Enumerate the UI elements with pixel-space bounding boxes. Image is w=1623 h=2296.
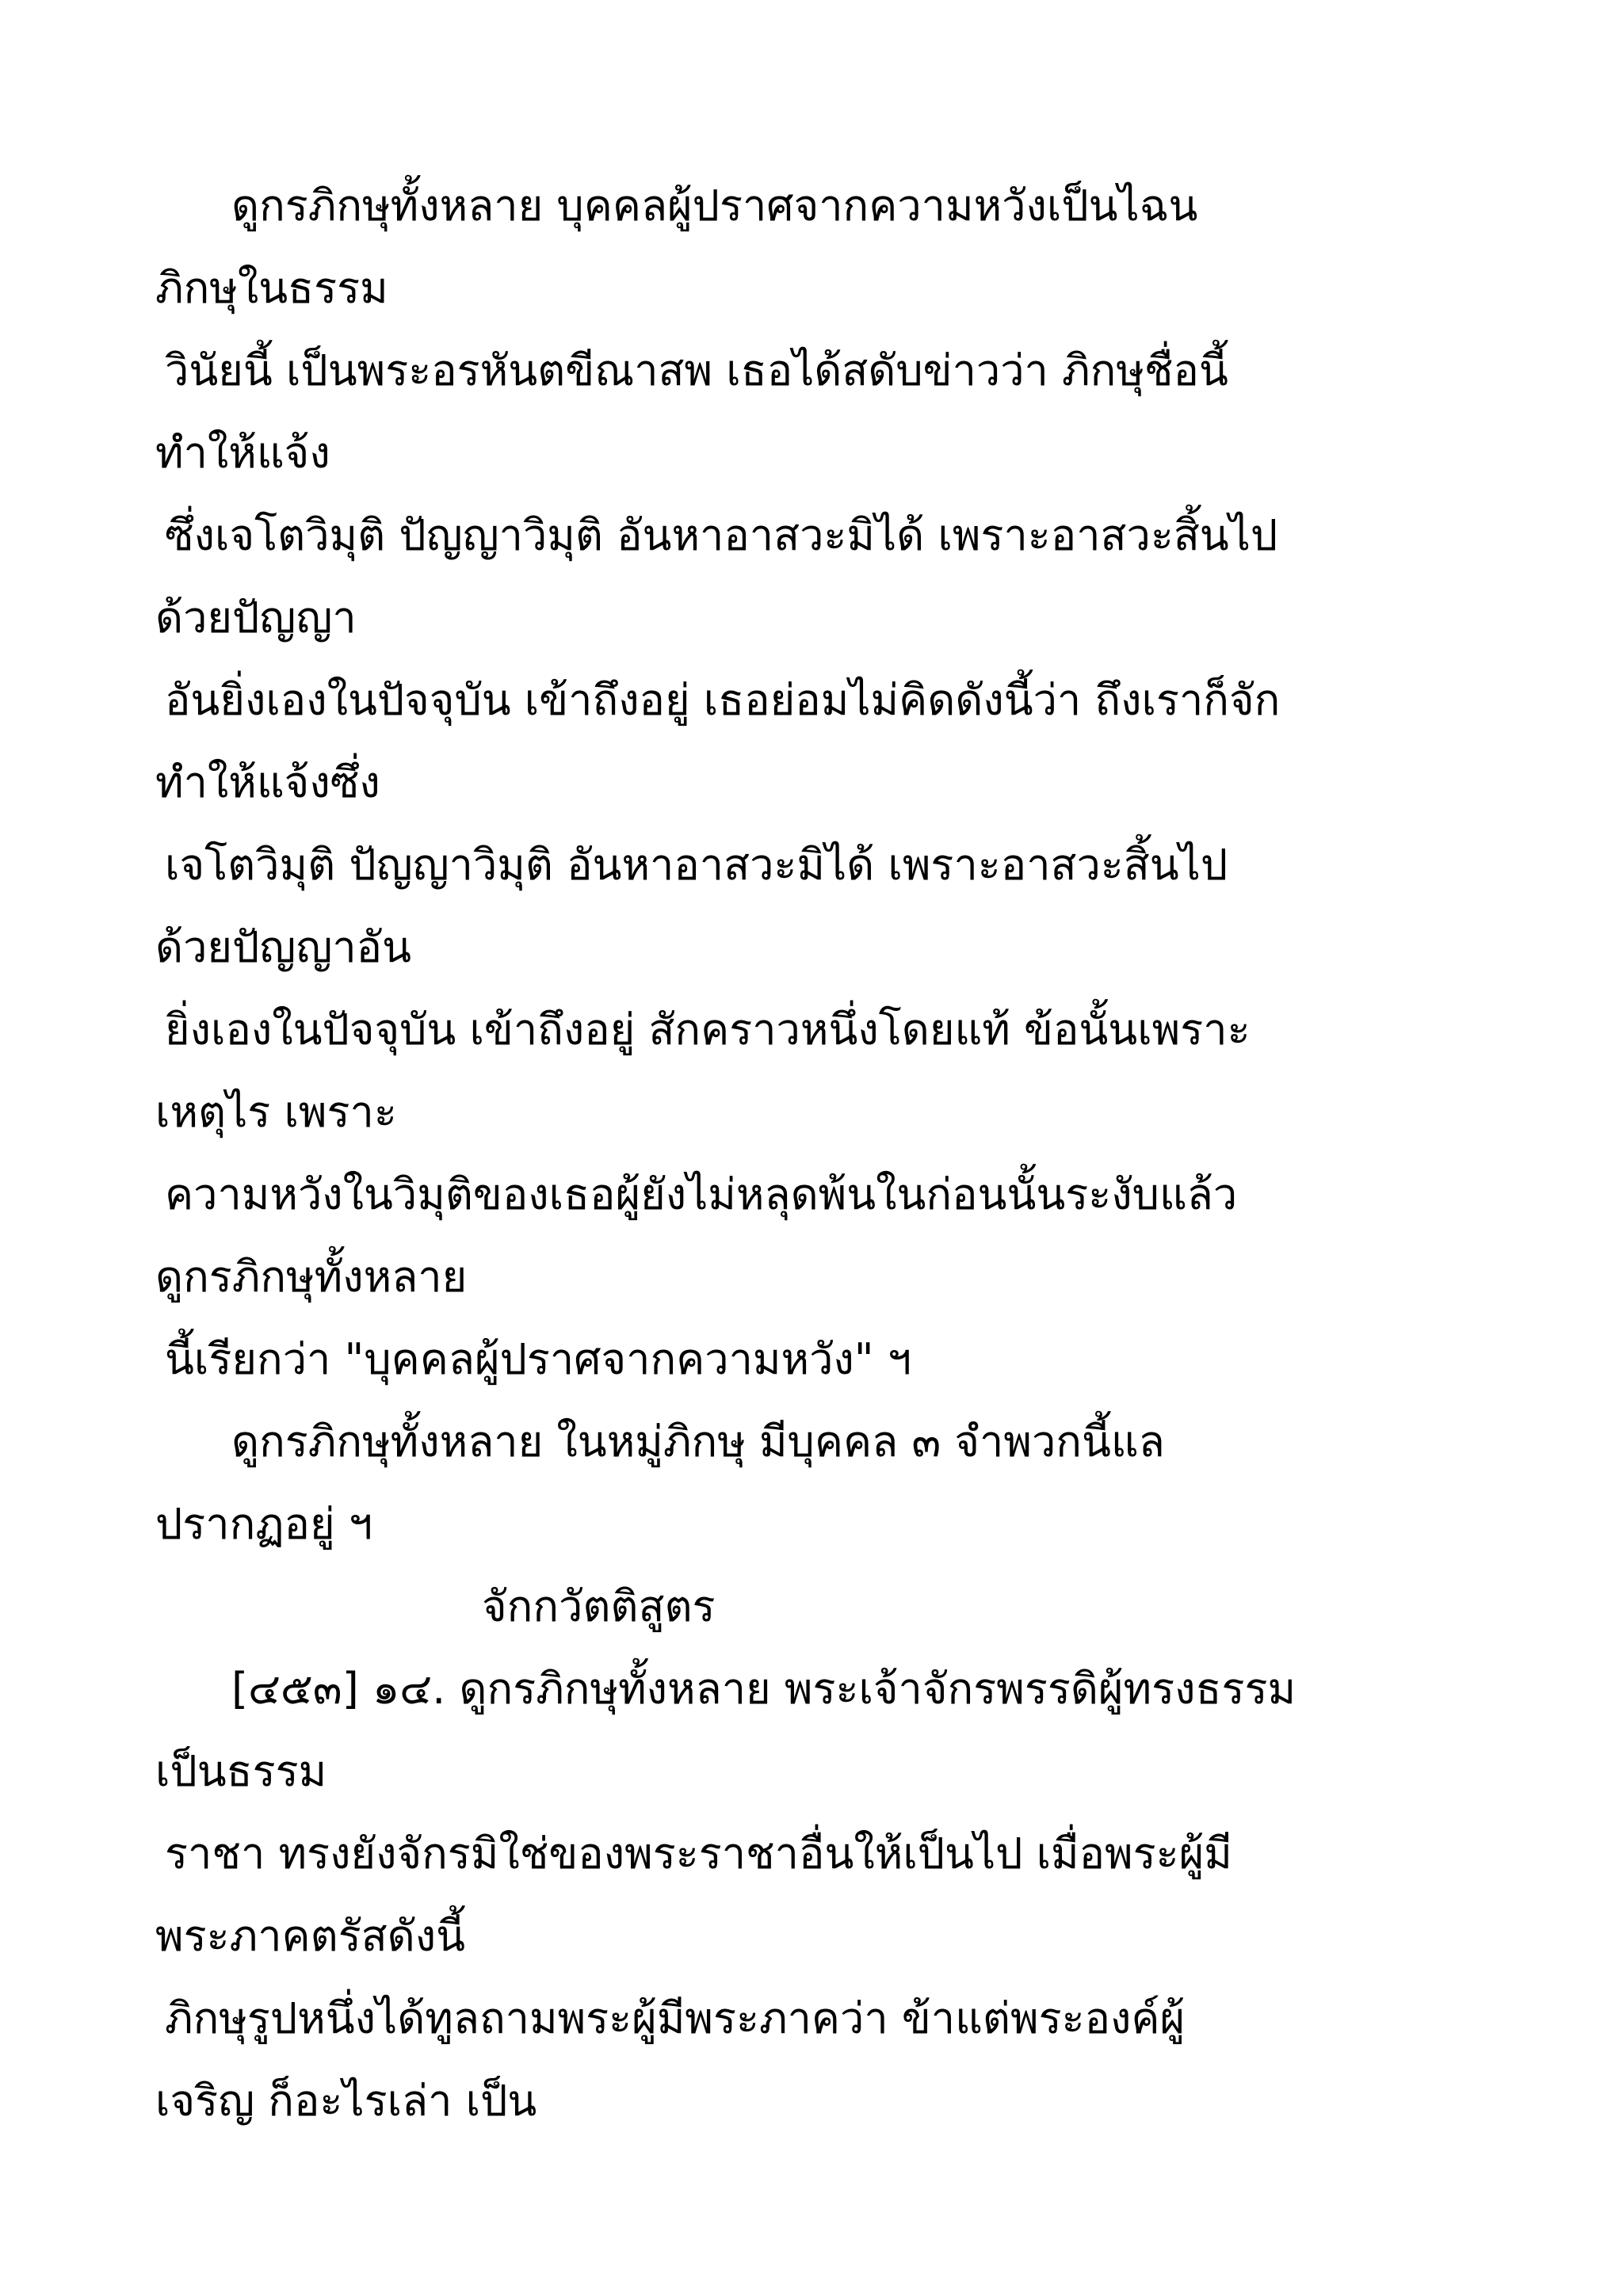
text-line: อันยิ่งเองในปัจจุบัน เข้าถึงอยู่ เธอย่อมไม่คิดดังนี้ว่า ถึงเราก็จัก <box>165 675 1281 725</box>
text-line: ภิกษุในธรรม <box>155 263 388 313</box>
text-line: วินัยนี้ เป็นพระอรหันตขีณาสพ เธอได้สดับข่าวว่า ภิกษุชื่อนี้ <box>165 345 1228 395</box>
document-text <box>155 165 1503 2142</box>
text-line: ภิกษุรูปหนึ่งได้ทูลถามพระผู้มีพระภาคว่า ข้าแต่พระองค์ผู้ <box>165 1993 1186 2043</box>
text-line: ด้วยปัญญา <box>155 593 357 643</box>
text-line: ดูกรภิกษุทั้งหลาย ในหมู่ภิกษุ มีบุคคล ๓ จำพวกนี้แล <box>231 1417 1165 1466</box>
text-line: เป็นธรรม <box>155 1746 327 1796</box>
text-line: ปรากฏอยู่ ฯ <box>155 1499 373 1549</box>
text-line: นี้เรียกว่า "บุคคลผู้ปราศจากความหวัง" ฯ <box>165 1334 912 1384</box>
text-line: [๔๕๓] ๑๔. ดูกรภิกษุทั้งหลาย พระเจ้าจักรพรรดิผู้ทรงธรรม <box>231 1664 1296 1714</box>
text-line: ด้วยปัญญาอัน <box>155 922 411 972</box>
text-line: ยิ่งเองในปัจจุบัน เข้าถึงอยู่ สักคราวหนึ่งโดยแท้ ข้อนั้นเพราะ <box>165 1005 1251 1055</box>
text-line: ทำให้แจ้งซึ่ง <box>155 757 380 807</box>
text-line: เจโตวิมุติ ปัญญาวิมุติ อันหาอาสวะมิได้ เพราะอาสวะสิ้นไป <box>165 840 1228 890</box>
text-line: ราชา ทรงยังจักรมิใช่ของพระราชาอื่นให้เป็นไป เมื่อพระผู้มี <box>165 1829 1232 1878</box>
text-line: เจริญ ก็อะไรเล่า เป็น <box>155 2076 537 2126</box>
text-line: ความหวังในวิมุติของเธอผู้ยังไม่หลุดพ้นในก่อนนั้นระงับแล้ว <box>165 1169 1238 1219</box>
text-line: ดูกรภิกษุทั้งหลาย บุคคลผู้ปราศจากความหวังเป็นไฉน <box>231 181 1198 231</box>
text-line: ซึ่งเจโตวิมุติ ปัญญาวิมุติ อันหาอาสวะมิได้ เพราะอาสวะสิ้นไป <box>165 510 1278 560</box>
text-line: ทำให้แจ้ง <box>155 428 330 478</box>
text-line: เหตุไร เพราะ <box>155 1087 397 1137</box>
text-line: ดูกรภิกษุทั้งหลาย <box>155 1252 468 1302</box>
text-line: พระภาคตรัสดังนี้ <box>155 1911 466 1961</box>
section-heading: จักกวัตติสูตร <box>482 1581 716 1631</box>
